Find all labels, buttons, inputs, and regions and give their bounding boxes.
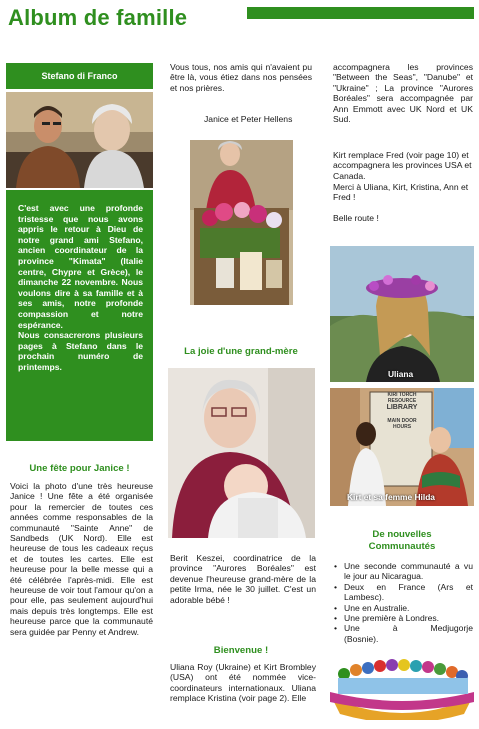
community-illustration bbox=[330, 648, 474, 720]
sign-line: MAIN DOOR bbox=[387, 418, 417, 424]
fete-heading: Une fête pour Janice ! bbox=[29, 463, 130, 474]
list-item: • Une première à Londres. bbox=[333, 613, 473, 623]
page-title: Album de famille bbox=[8, 5, 188, 30]
col3-text-4: Belle route ! bbox=[333, 213, 379, 223]
sign-line: LIBRARY bbox=[386, 404, 418, 411]
list-item: • Une à Medjugorje (Bosnie). bbox=[333, 623, 473, 644]
uliana-caption: Uliana bbox=[388, 369, 414, 379]
stefano-heading: Stefano di Franco bbox=[6, 63, 153, 89]
bienvenue-heading: Bienvenue ! bbox=[213, 645, 269, 656]
col3-text-3: Merci à Uliana, Kirt, Kristina, Ann et Fred ! bbox=[333, 182, 469, 203]
janice-photo bbox=[190, 140, 293, 305]
bienvenue-text: Uliana Roy (Ukraine) et Kirt Brombley (USA) ont été nommée vice-coordinateurs internationaux. Uliana remplace Kristina (voir page 2). Elle bbox=[170, 662, 316, 704]
title-accent-bar bbox=[247, 7, 474, 19]
kirt-caption: Kirt et sa femme Hilda bbox=[347, 492, 435, 502]
library-sign-text bbox=[372, 392, 432, 430]
tribute-paragraph: Nous consacrerons plusieurs pages à Stefano dans le prochain numéro de printemps. bbox=[18, 330, 143, 372]
communautes-heading-line: Communautés bbox=[368, 541, 436, 552]
stefano-photo bbox=[6, 92, 153, 188]
col3-text-2: Kirt remplace Fred (voir page 10) et accompagnera les provinces USA et Canada. bbox=[333, 150, 472, 181]
communautes-heading bbox=[330, 529, 474, 553]
communautes-heading-line: De nouvelles bbox=[372, 529, 432, 540]
sign-line: KIRI TORCH bbox=[387, 392, 417, 398]
sign-line: RESOURCE bbox=[387, 398, 417, 404]
stefano-tribute bbox=[6, 190, 153, 441]
grandmother-photo bbox=[168, 368, 315, 538]
tribute-paragraph: C'est avec une profonde tristesse que nous avons appris le retour à Dieu de notre grand ami Stefano, ancien coordinateur de la province "Kimata" (Italie centre, Chypre et Grèce), le dimanche 22 novembre. Nous voulons dire à sa famille et à ses amis, notre profonde compassion et notre espérance. bbox=[18, 203, 143, 330]
sign-line: HOURS bbox=[392, 424, 412, 430]
list-item: • Une en Australie. bbox=[333, 603, 473, 613]
grandmother-text: Berit Keszei, coordinatrice de la province "Aurores Boréales" est devenue l'heureuse grand-mère de la petite Irma, née le 30 juillet. C'est un adorable bébé ! bbox=[170, 553, 316, 605]
grandmother-heading: La joie d'une grand-mère bbox=[184, 346, 298, 357]
communautes-list bbox=[333, 561, 473, 644]
janice-intro-text: Vous tous, nos amis qui n'avaient pu être là, vous étiez dans nos pensées et nos prières. bbox=[170, 62, 312, 93]
fete-text: Voici la photo d'une très heureuse Janice ! Une fête a été organisée pour la remercier de toutes ces années comme responsables de la communauté "Sainte Anne" de Sandbeds (UK Nord). Elle est heureuse de tous les cadeaux reçus et de toutes les cartes. Elle est heureuse pour la belle messe qui a été célébrée l'après-midi. Elle est heureuse de voir tout l'amour qu'on a pour elle, pas seulement aujourd'hui mais depuis très longtemps. Elle est heureuse parce que la communauté sera guidée par Penny et Andrew. bbox=[10, 481, 153, 637]
janice-signature: Janice et Peter Hellens bbox=[204, 114, 293, 124]
uliana-photo bbox=[330, 246, 474, 382]
col3-text-1: accompagnera les provinces "Between the Seas", "Danube" et "Ukraine" ; La province "Aurores Boréales" sera accompagnée par Ann Emmott avec UK Nord et UK Sud. bbox=[333, 62, 473, 125]
list-item: • Une seconde communauté a vu le jour au Nicaragua. bbox=[333, 561, 473, 582]
list-item: • Deux en France (Ars et Lambesc). bbox=[333, 582, 473, 603]
